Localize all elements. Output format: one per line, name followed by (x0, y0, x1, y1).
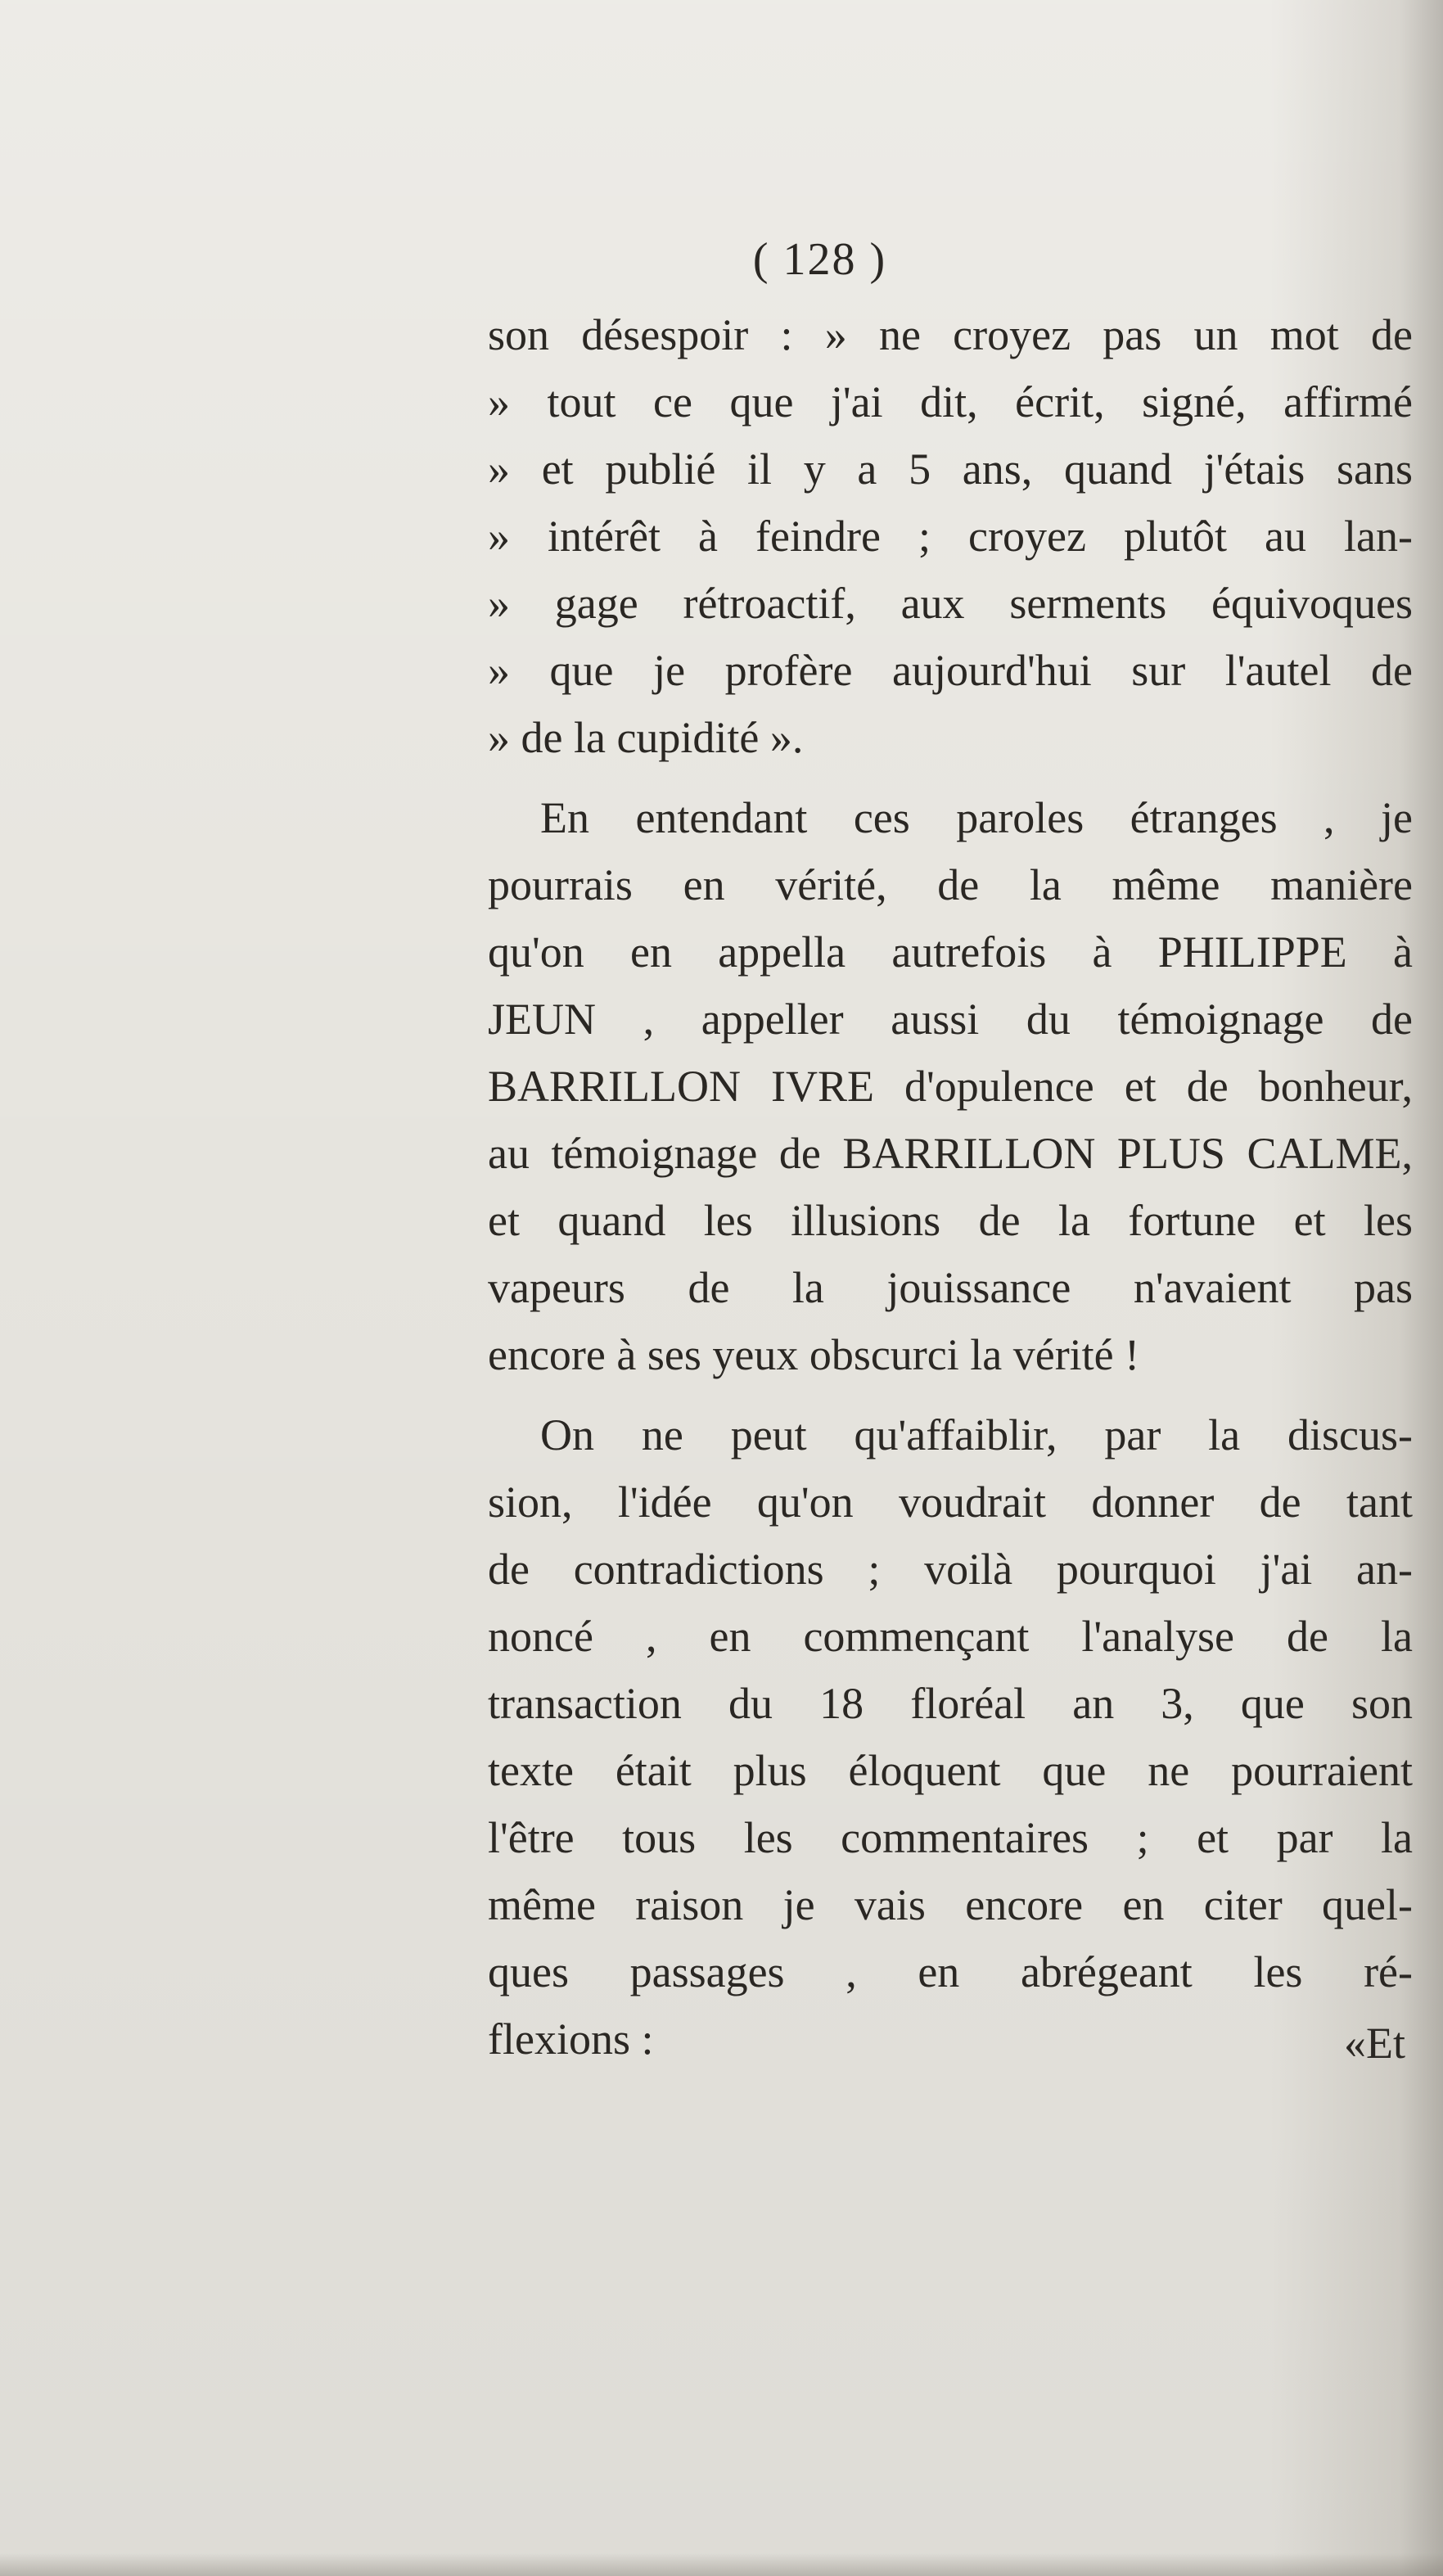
text-line: En entendant ces paroles étranges , je (540, 793, 1413, 842)
text-line: flexions : (488, 2014, 654, 2064)
paragraph-barrillon (488, 784, 1413, 1388)
text-line: et quand les illusions de la fortune et les (488, 1196, 1413, 1245)
text-line: encore à ses yeux obscurci la vérité ! (488, 1330, 1140, 1379)
text-line: même raison je vais encore en citer quel- (488, 1880, 1413, 1929)
text-line: l'être tous les commentaires ; et par la (488, 1813, 1413, 1862)
catchword: «Et (1344, 2019, 1405, 2068)
text-line: » intérêt à feindre ; croyez plutôt au lan- (488, 512, 1413, 561)
page-number: ( 128 ) (752, 234, 887, 285)
text-line: qu'on en appella autrefois à PHILIPPE à (488, 927, 1413, 977)
text-line: » de la cupidité ». (488, 713, 804, 762)
text-line: » que je profère aujourd'hui sur l'autel de (488, 646, 1413, 695)
text-line: texte était plus éloquent que ne pourraient (488, 1746, 1413, 1795)
text-line: On ne peut qu'affaiblir, par la discus- (540, 1410, 1413, 1459)
text-line: de contradictions ; voilà pourquoi j'ai an- (488, 1545, 1413, 1594)
paragraph-transaction (488, 1401, 1413, 2073)
page-bottom-edge (0, 2553, 1443, 2576)
paragraph-quote (488, 301, 1413, 771)
text-line: ques passages , en abrégeant les ré- (488, 1947, 1413, 1996)
text-line: » gage rétroactif, aux serments équivoques (488, 579, 1413, 628)
text-block (488, 301, 1413, 2073)
text-line: au témoignage de BARRILLON PLUS CALME, (488, 1129, 1413, 1178)
text-line: transaction du 18 floréal an 3, que son (488, 1679, 1413, 1728)
text-line: vapeurs de la jouissance n'avaient pas (488, 1263, 1413, 1312)
text-line: » et publié il y a 5 ans, quand j'étais sans (488, 444, 1413, 494)
text-line: » tout ce que j'ai dit, écrit, signé, affirmé (488, 377, 1413, 426)
text-line: BARRILLON IVRE d'opulence et de bonheur, (488, 1062, 1413, 1111)
text-line: son désespoir : » ne croyez pas un mot de (488, 310, 1413, 359)
text-line: pourrais en vérité, de la même manière (488, 860, 1413, 909)
text-line: noncé , en commençant l'analyse de la (488, 1612, 1413, 1661)
text-line: JEUN , appeller aussi du témoignage de (488, 995, 1413, 1044)
text-line: sion, l'idée qu'on voudrait donner de tant (488, 1477, 1413, 1527)
